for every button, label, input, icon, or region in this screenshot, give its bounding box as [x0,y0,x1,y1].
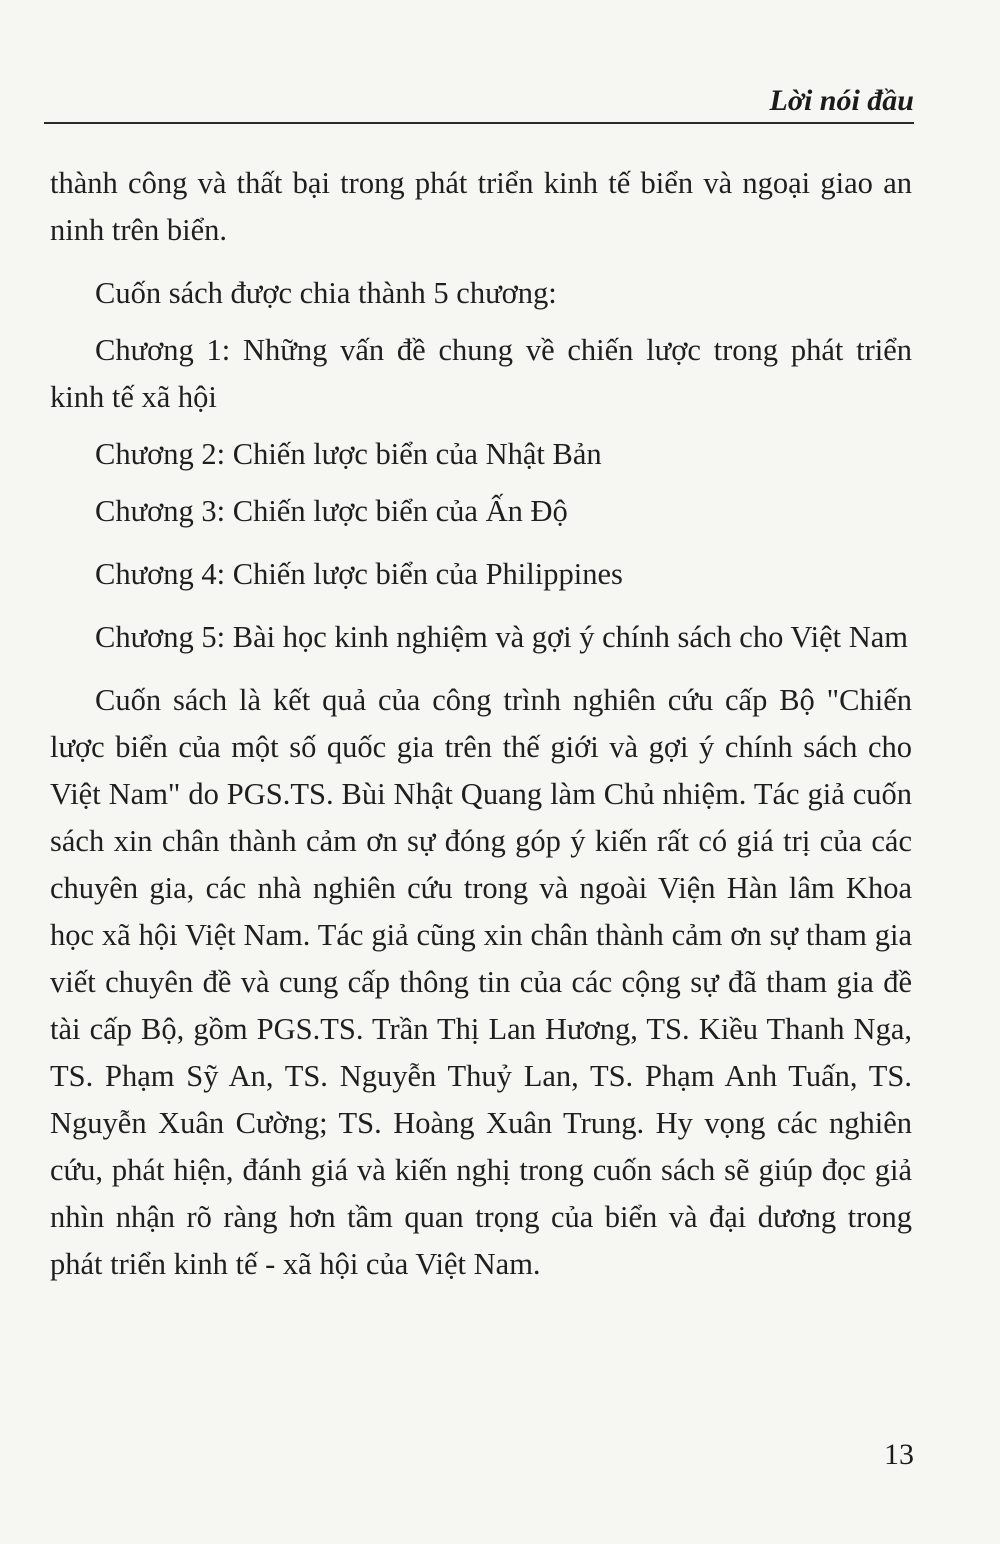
page-body [50,160,912,1288]
chapter-1-item: Chương 1: Những vấn đề chung về chiến lược trong phát triển kinh tế xã hội [50,333,912,414]
paragraph-acknowledgement: Cuốn sách là kết quả của công trình nghiên cứu cấp Bộ "Chiến lược biển của một số quốc gia trên thế giới và gợi ý chính sách cho Việt Nam" do PGS.TS. Bùi Nhật Quang làm Chủ nhiệm. Tác giả cuốn sách xin chân thành cảm ơn sự đóng góp ý kiến rất có giá trị của các chuyên gia, các nhà nghiên cứu trong và ngoài Viện Hàn lâm Khoa học xã hội Việt Nam. Tác giả cũng xin chân thành cảm ơn sự tham gia viết chuyên đề và cung cấp thông tin của các cộng sự đã tham gia đề tài cấp Bộ, gồm PGS.TS. Trần Thị Lan Hương, TS. Kiều Thanh Nga, TS. Phạm Sỹ An, TS. Nguyễn Thuỷ Lan, TS. Phạm Anh Tuấn, TS. Nguyễn Xuân Cường; TS. Hoàng Xuân Trung. Hy vọng các nghiên cứu, phát hiện, đánh giá và kiến nghị trong cuốn sách sẽ giúp đọc giả nhìn nhận rõ ràng hơn tầm quan trọng của biển và đại dương trong phát triển kinh tế - xã hội của Việt Nam. [50,683,912,1281]
chapter-5-item: Chương 5: Bài học kinh nghiệm và gợi ý chính sách cho Việt Nam [95,620,909,654]
paragraph-chapters-intro: Cuốn sách được chia thành 5 chương: [95,276,557,310]
chapter-4-item: Chương 4: Chiến lược biển của Philippines [95,557,623,591]
page-number: 13 [884,1438,914,1471]
header-title: Lời nói đầu [769,84,914,117]
header-rule [44,122,914,124]
chapter-3-item: Chương 3: Chiến lược biển của Ấn Độ [95,494,568,528]
paragraph-continuation: thành công và thất bại trong phát triển kinh tế biển và ngoại giao an ninh trên biển. [50,166,912,247]
chapter-2-item: Chương 2: Chiến lược biển của Nhật Bản [95,437,602,471]
running-header [44,78,914,124]
